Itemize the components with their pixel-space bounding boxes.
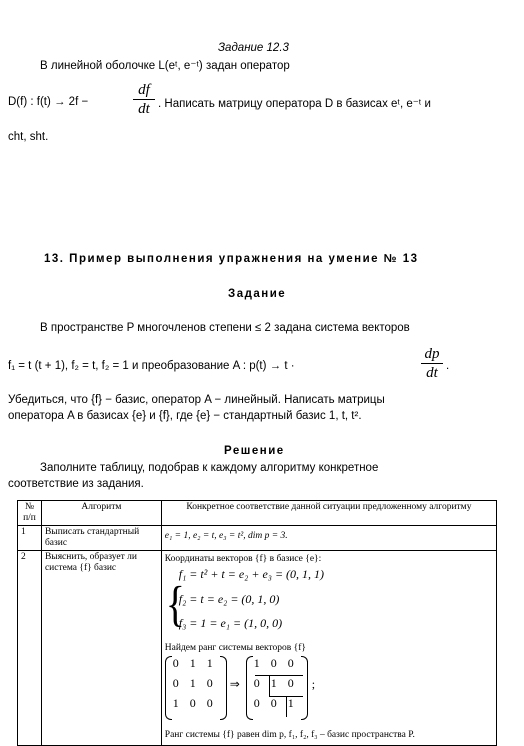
coord-f2: f₂ = t = e₂ = (0, 1, 0) [178,592,280,606]
matrix-b-left-paren [246,656,253,720]
task-12-3-title: Задание 12.3 [218,42,289,54]
stair-line-4 [286,696,287,717]
row-2-algorithm: Выяснить, образует ли система {f} базис [41,551,161,746]
matrix-b [246,656,308,720]
section-13-task-title: Задание [228,288,287,300]
coord-f3: f₃ = 1 = e₁ = (1, 0, 0) [178,616,283,630]
fraction-denominator: dt [138,101,150,117]
solution-line1: Заполните таблицу, подобрав к каждому алгоритму конкретное [40,462,379,474]
matrix-a-cell: 1 [172,696,179,710]
stair-line-2 [269,675,270,696]
table-header-row [18,501,497,526]
header-algorithm: Алгоритм [41,501,161,526]
row-1-algorithm: Выписать стандартный базис [41,526,161,551]
coord-f1: f₁ = t² + t = e₂ + e₃ = (0, 1, 1) [178,567,325,581]
task-12-3-fraction [133,82,155,117]
fraction-numerator: df [138,82,150,98]
matrix-b-cell: 0 [253,676,260,690]
section-13-line4: оператора A в базисах {e} и {f}, где {e} − стандартный базис 1, t, t². [8,410,362,422]
fraction-denominator: dt [426,365,438,381]
matrix-a-cell: 0 [206,696,213,710]
row-1-number: 1 [18,526,42,551]
solution-title: Решение [224,445,285,457]
fraction-bar [133,99,155,100]
matrix-b-cell: 1 [287,696,294,710]
matrix-b-cell: 0 [287,676,294,690]
matrix-a-left-paren [165,656,172,720]
matrix-b-cell: 0 [253,696,260,710]
fraction-numerator: dp [424,346,440,362]
matrix-b-cell: 0 [270,656,277,670]
matrix-b-cell: 1 [253,656,260,670]
section-13-vectors: f₁ = t (t + 1), f₂ = t, f₂ = 1 и преобразование A : p(t) → t · [8,360,295,372]
matrix-a-cell: 0 [206,676,213,690]
matrix-a-cell: 0 [172,676,179,690]
section-13-heading: 13. Пример выполнения упражнения на умение № 13 [44,253,419,265]
rank-title: Найдем ранг системы векторов {f} [164,643,306,653]
row-1-match: e₁ = 1, e₂ = t, e₃ = t², dim p = 3. [161,526,496,551]
matrix-semicolon: ; [311,677,316,691]
row-2-match [161,551,496,746]
matrix-a-right-paren [220,656,227,720]
matrix-a [165,656,227,720]
matrix-a-cell: 1 [189,656,196,670]
matrix-b-cell: 0 [270,696,277,710]
row-2-number: 2 [18,551,42,746]
fraction-bar [421,363,443,364]
matrix-a-cell: 0 [172,656,179,670]
table-row [18,551,497,746]
matrix-a-cell: 1 [189,676,196,690]
implies-arrow: ⇒ [229,677,240,691]
task-12-3-rhs: . Написать матрицу оператора D в базисах eᵗ, e⁻ᵗ и [158,98,431,110]
section-13-line1: В пространстве P многочленов степени ≤ 2 задана система векторов [40,322,410,334]
solution-line2: соответствие из задания. [8,478,144,490]
table-row [18,526,497,551]
matrix-b-cell: 0 [287,656,294,670]
matrix-b-cell: 1 [270,676,277,690]
stair-line-1 [255,675,303,676]
header-match: Конкретное соответствие данной ситуации предложенному алгоритму [161,501,496,526]
section-13-line3: Убедиться, что {f} − базис, оператор A − линейный. Написать матрицы [8,394,385,406]
solution-table [17,500,497,746]
task-12-3-line3: cht, sht. [8,131,49,143]
header-number: № п/п [18,501,42,526]
matrix-a-cell: 0 [189,696,196,710]
section-13-fraction [421,346,443,381]
matrix-b-right-paren [301,656,308,720]
task-12-3-line1: В линейной оболочке L(eᵗ, e⁻ᵗ) задан оператор [40,60,290,72]
rank-conclusion: Ранг системы {f} равен dim p, f₁, f₂, f₃ – базис пространства P. [164,730,415,740]
matrix-a-cell: 1 [206,656,213,670]
section-13-dot: . [446,360,450,372]
task-12-3-lhs: D(f) : f(t) → 2f − [8,96,89,108]
coords-title: Координаты векторов {f} в базисе {e}: [164,554,322,564]
system-brace-icon: { [165,575,185,632]
